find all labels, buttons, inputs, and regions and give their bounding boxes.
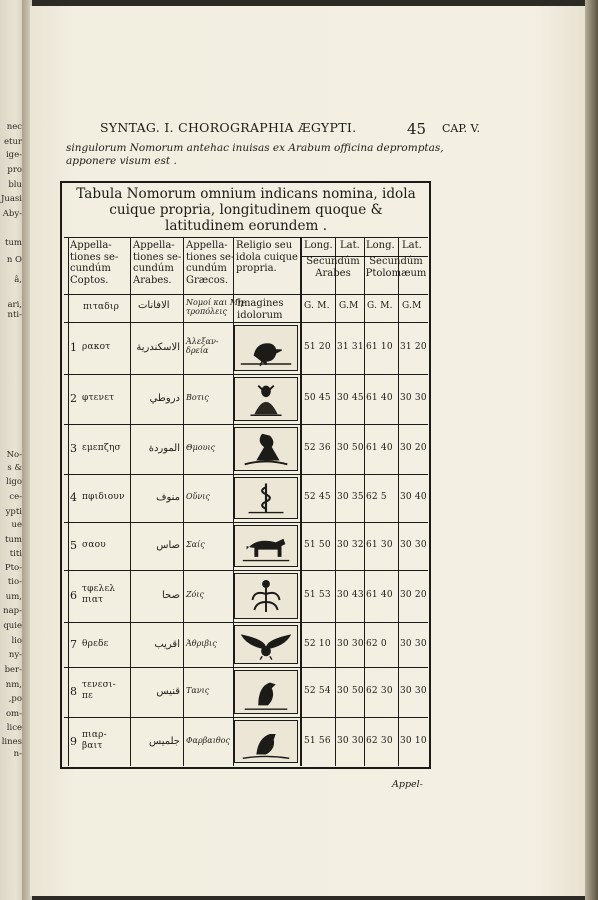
margin-word: Aby- xyxy=(2,209,22,219)
header-ptol-long: Long. xyxy=(366,240,395,251)
coordinate-value: 51 50 xyxy=(304,540,331,550)
table-horizontal-rule xyxy=(64,622,428,623)
subheader-gm: G.M xyxy=(402,301,422,311)
arabic-name: منوف xyxy=(156,492,180,503)
coordinate-value: 30 40 xyxy=(400,492,427,502)
subheader-gm: G. M. xyxy=(367,301,393,311)
page-fore-edge xyxy=(585,0,598,900)
coordinate-value: 52 36 xyxy=(304,443,331,453)
coordinate-value: 30 30 xyxy=(400,638,427,649)
table-horizontal-rule xyxy=(64,374,428,375)
row-number: 1 xyxy=(70,341,77,354)
running-title: SYNTAG. I. CHOROGRAPHIA ÆGYPTI. xyxy=(100,120,357,135)
header-coptos: Appella- tiones se- cundúm Coptos. xyxy=(70,240,119,286)
margin-word: Juasi xyxy=(0,194,22,204)
coordinate-value: 61 40 xyxy=(366,443,393,453)
margin-word: tum xyxy=(5,238,22,248)
idol-image-hawk xyxy=(234,670,298,714)
idol-image-beast xyxy=(234,525,298,567)
margin-word: s & xyxy=(7,463,22,473)
coptic-name: ρακοτ xyxy=(82,342,111,352)
margin-word: tum xyxy=(5,535,22,545)
coordinate-value: 62 5 xyxy=(366,492,387,502)
page-number: 45 xyxy=(407,120,427,138)
coordinate-value: 30 30 xyxy=(400,686,427,696)
left-page-margin-text xyxy=(0,0,24,900)
coordinate-value: 61 30 xyxy=(366,540,393,550)
margin-word: lines xyxy=(1,737,22,747)
margin-word: nec xyxy=(6,122,22,132)
header-ptol-group: Secundúm Ptolomæum xyxy=(365,256,427,279)
margin-word: tio- xyxy=(7,577,22,587)
coptic-name: πιαρ- βαιτ xyxy=(82,729,107,751)
idol-image-serpent xyxy=(234,477,298,519)
arabic-name: اقريب xyxy=(154,638,180,650)
margin-word: ny- xyxy=(8,650,22,660)
coptic-name: θρεδε xyxy=(82,638,109,649)
table-title-line: cuique propria, longitudinem quoque & xyxy=(109,202,383,218)
idol-image-plant xyxy=(234,573,298,619)
margin-word: pro xyxy=(7,165,22,175)
coptic-name: τφελελ πιατ xyxy=(82,584,116,605)
coordinate-value: 30 43 xyxy=(337,590,364,600)
table-horizontal-rule xyxy=(64,424,428,425)
coptic-name: εμεπζησ xyxy=(82,443,121,453)
row-number: 8 xyxy=(70,685,77,698)
chapter-label: CAP. V. xyxy=(442,122,481,135)
arabic-name: قنيس xyxy=(156,686,180,697)
table-horizontal-rule xyxy=(64,522,428,523)
coordinate-value: 52 10 xyxy=(304,638,331,649)
coordinate-value: 30 30 xyxy=(400,540,427,550)
greek-name: Ἀθριβις xyxy=(186,638,217,648)
subheader-arabic: الافانات xyxy=(138,300,170,311)
greek-name: Φαρβαιθος xyxy=(186,735,230,745)
table-horizontal-rule xyxy=(64,667,428,668)
greek-name: Τανις xyxy=(186,686,210,695)
coordinate-value: 30 50 xyxy=(337,443,364,453)
subheader-gm: G.M xyxy=(339,301,359,311)
greek-name: Οὔνις xyxy=(186,492,210,501)
header-religio: Religio seu idola cuique propria. xyxy=(236,240,298,274)
margin-word: nm, xyxy=(5,680,22,690)
table-horizontal-rule xyxy=(64,717,428,718)
greek-name: Σαίς xyxy=(186,540,205,549)
table-title-line: latitudinem eorundem . xyxy=(164,218,328,234)
coptic-name: τενεσι- πε xyxy=(82,680,116,701)
margin-word: titi xyxy=(9,549,22,559)
row-number: 4 xyxy=(70,491,77,504)
coordinate-value: 51 53 xyxy=(304,590,331,600)
header-arab-long: Long. xyxy=(304,240,333,251)
arabic-name: دروطي xyxy=(149,393,180,404)
table-vertical-rule xyxy=(130,237,131,766)
margin-word: n O xyxy=(6,255,22,265)
coordinate-value: 30 50 xyxy=(337,686,364,696)
header-graecos: Appella- tiones se- cundúm Græcos. xyxy=(186,240,235,286)
coptic-name: πφιδιουν xyxy=(82,492,125,502)
coordinate-value: 30 20 xyxy=(400,443,427,453)
subheader-coptic: πιταδιρ xyxy=(83,302,120,312)
arabic-name: الموردة xyxy=(148,443,180,454)
margin-word: Pto- xyxy=(4,563,22,573)
row-number: 5 xyxy=(70,539,77,552)
coordinate-value: 30 45 xyxy=(337,393,364,403)
coordinate-value: 52 54 xyxy=(304,686,331,696)
coordinate-value: 62 30 xyxy=(366,735,393,746)
coordinate-value: 30 32 xyxy=(337,540,364,550)
margin-word: blu xyxy=(8,180,22,190)
coptic-name: φτενετ xyxy=(82,393,115,403)
row-number: 6 xyxy=(70,589,77,602)
table-horizontal-rule xyxy=(64,570,428,571)
margin-word: ligo xyxy=(6,477,22,487)
idol-image-bird xyxy=(234,325,298,371)
intro-line: singulorum Nomorum antehac inuisas ex Arabum officina depromptas, xyxy=(66,142,444,154)
idol-image-wings xyxy=(234,625,298,664)
table-horizontal-rule xyxy=(64,294,428,295)
coordinate-value: 30 35 xyxy=(337,492,364,502)
margin-word: nti- xyxy=(7,310,22,320)
idol-image-bird2 xyxy=(234,720,298,763)
margin-word: quie xyxy=(3,621,22,631)
table-vertical-rule xyxy=(183,237,184,766)
coordinate-value: 62 30 xyxy=(366,686,393,696)
margin-word: nap- xyxy=(3,606,22,616)
coordinate-value: 30 30 xyxy=(337,638,364,649)
coordinate-value: 31 31 xyxy=(337,342,364,352)
arabic-name: صحا xyxy=(162,590,180,601)
arabic-name: الاسكندرية xyxy=(136,342,180,353)
margin-word: ,po xyxy=(8,694,22,704)
arabic-name: صاس xyxy=(156,540,180,551)
margin-word: ue xyxy=(11,520,22,530)
idol-image-figure xyxy=(234,377,298,421)
coordinate-value: 61 10 xyxy=(366,342,393,352)
coordinate-value: 30 20 xyxy=(400,590,427,600)
row-number: 2 xyxy=(70,392,77,405)
row-number: 7 xyxy=(70,637,77,651)
table-title xyxy=(64,186,428,234)
margin-word: lice xyxy=(6,723,22,733)
table-title-line: Tabula Nomorum omnium indicans nomina, idola xyxy=(76,186,416,202)
coordinate-value: 61 40 xyxy=(366,590,393,600)
subheader-gm: G. M. xyxy=(304,301,330,311)
margin-word: ber- xyxy=(4,665,22,675)
table-horizontal-rule xyxy=(64,237,428,238)
coptic-name: σαου xyxy=(82,540,106,550)
coordinate-value: 30 10 xyxy=(400,735,427,746)
row-number: 3 xyxy=(70,442,77,455)
coordinate-value: 31 20 xyxy=(400,342,427,352)
greek-name: Βοτις xyxy=(186,393,209,402)
coordinate-value: 50 45 xyxy=(304,393,331,403)
margin-word: ce- xyxy=(9,492,22,502)
margin-word: ige- xyxy=(5,150,22,160)
intro-text xyxy=(66,142,444,168)
margin-word: No- xyxy=(6,450,22,460)
margin-word: etur xyxy=(4,137,22,147)
subheader-greek: Νομοί και Μη- τροπόλεις xyxy=(186,298,246,316)
table-horizontal-rule xyxy=(64,474,428,475)
coordinate-value: 51 20 xyxy=(304,342,331,352)
header-arabes: Appella- tiones se- cundúm Arabes. xyxy=(133,240,182,286)
margin-word: ari, xyxy=(7,300,22,310)
row-number: 9 xyxy=(70,734,77,748)
idol-image-goat xyxy=(234,427,298,471)
arabic-name: جلميس xyxy=(148,735,180,747)
table-vertical-rule xyxy=(301,237,302,766)
catchword: Appel- xyxy=(392,779,423,790)
coordinate-value: 52 45 xyxy=(304,492,331,502)
header-arab-group: Secundúm Arabes xyxy=(306,256,360,279)
greek-name: Ζόις xyxy=(186,590,204,599)
header-arab-lat: Lat. xyxy=(340,240,360,251)
coordinate-value: 30 30 xyxy=(337,735,364,746)
table-horizontal-rule xyxy=(64,322,428,323)
coordinate-value: 51 56 xyxy=(304,735,331,746)
margin-word: um, xyxy=(5,592,22,602)
coordinate-value: 30 30 xyxy=(400,393,427,403)
margin-word: â, xyxy=(14,275,22,285)
subheader-images: Imagines idolorum xyxy=(237,298,284,321)
margin-word: n- xyxy=(13,749,22,759)
coordinate-value: 61 40 xyxy=(366,393,393,403)
margin-word: om- xyxy=(5,709,22,719)
coordinate-value: 62 0 xyxy=(366,638,387,649)
intro-line: apponere visum est . xyxy=(66,155,177,167)
greek-name: Ἀλεξαν- δρεία xyxy=(186,337,219,355)
greek-name: Θμουις xyxy=(186,443,216,452)
margin-word: ypti xyxy=(5,507,22,517)
margin-word: lio xyxy=(11,636,22,646)
header-ptol-lat: Lat. xyxy=(402,240,422,251)
